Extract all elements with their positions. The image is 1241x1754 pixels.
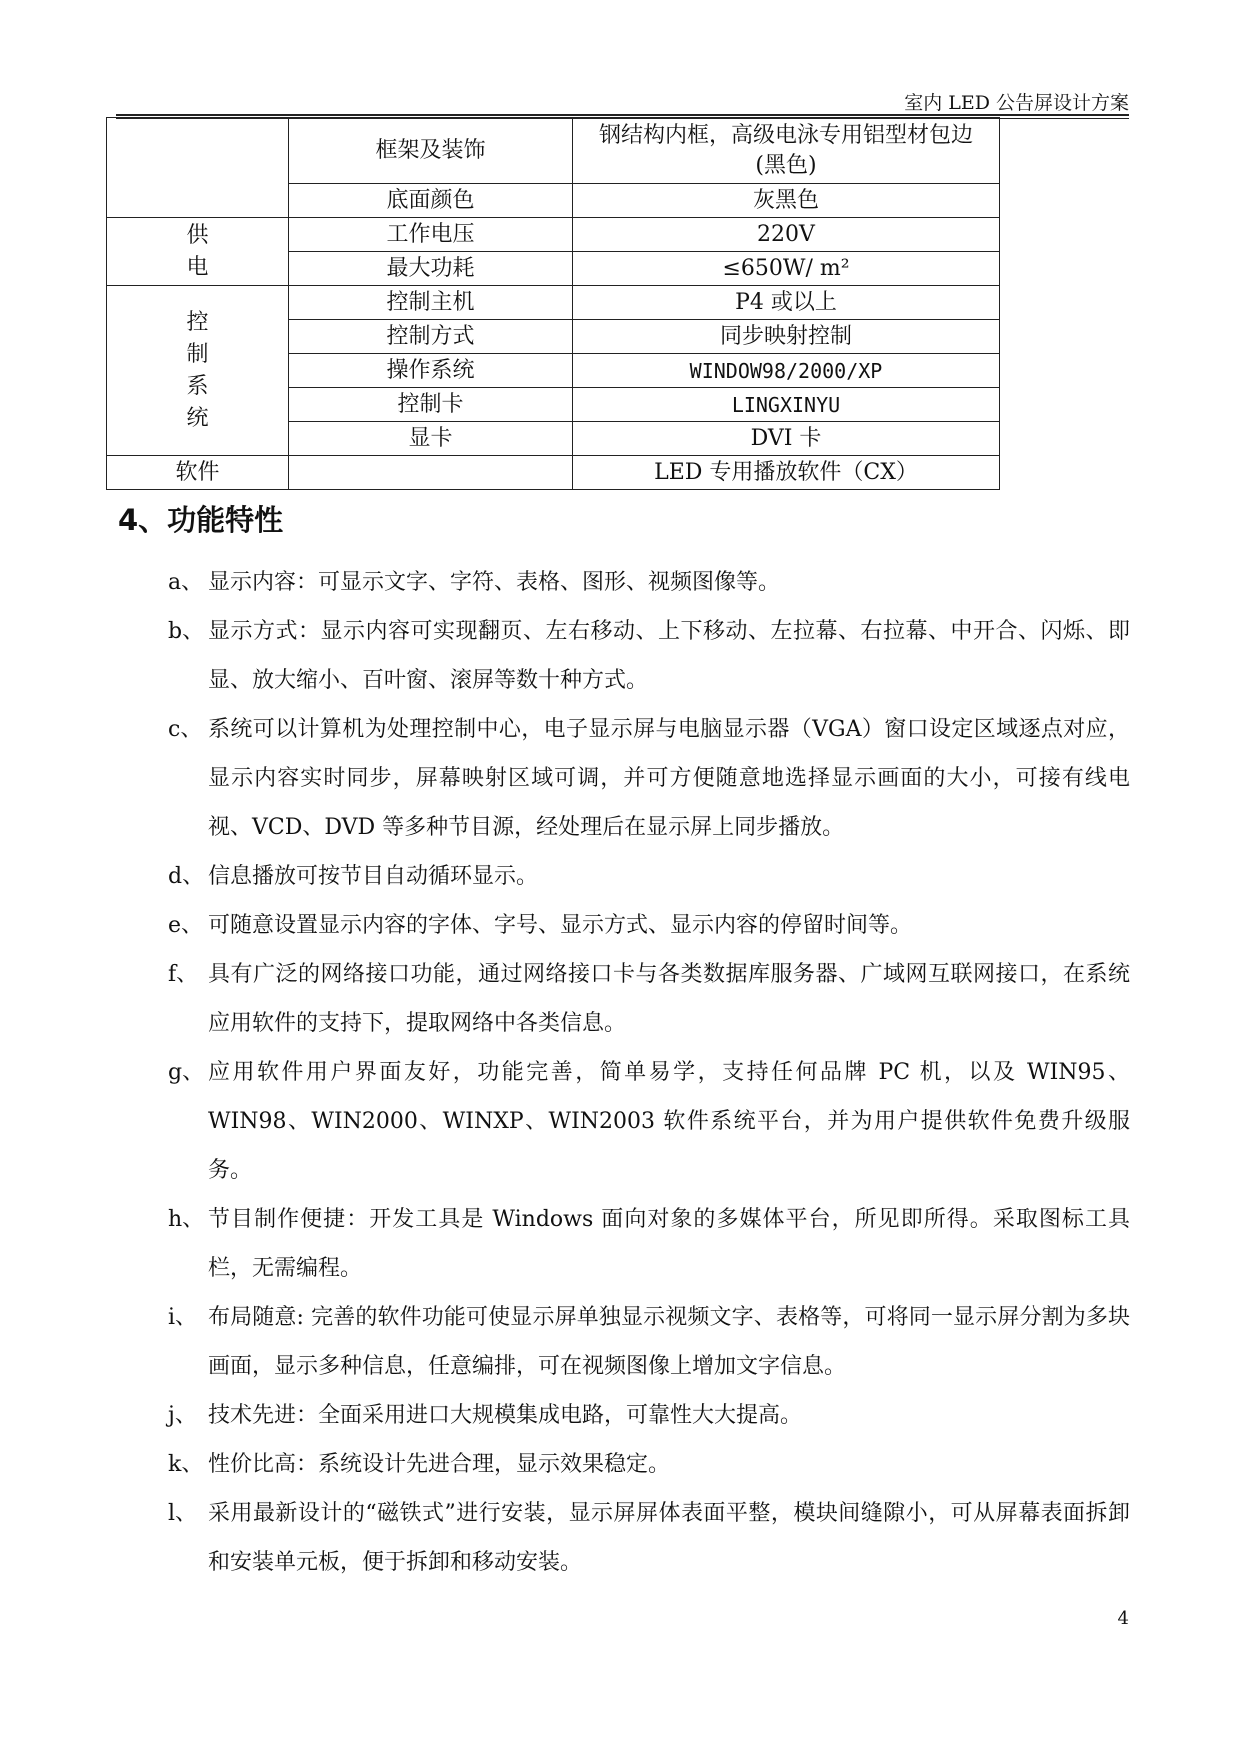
- item-text: 布局随意: 完善的软件功能可使显示屏单独显示视频文字、表格等，可将同一显示屏分割为多块画面，显示多种信息，任意编排，可在视频图像上增加文字信息。: [208, 1305, 1130, 1379]
- item-marker: i、: [168, 1305, 198, 1330]
- table-cell-value: LED 专用播放软件（CX）: [573, 456, 1000, 490]
- table-cell-item: 控制主机: [289, 286, 573, 320]
- item-marker: j、: [168, 1403, 197, 1428]
- table-cell-item: 工作电压: [289, 218, 573, 252]
- item-text: 节目制作便捷：开发工具是 Windows 面向对象的多媒体平台，所见即所得。采取图标工具栏，无需编程。: [208, 1207, 1130, 1281]
- table-cell-value: LINGXINYU: [573, 388, 1000, 422]
- item-text: 显示方式：显示内容可实现翻页、左右移动、上下移动、左拉幕、右拉幕、中开合、闪烁、即显、放大缩小、百叶窗、滚屏等数十种方式。: [208, 619, 1130, 693]
- list-item: [168, 1195, 1130, 1293]
- table-cell-item: 框架及装饰: [289, 118, 573, 184]
- item-text: 系统可以计算机为处理控制中心，电子显示屏与电脑显示器（VGA）窗口设定区域逐点对应，显示内容实时同步，屏幕映射区域可调，并可方便随意地选择显示画面的大小，可接有线电视、VCD、DVD 等多种节目源，经处理后在显示屏上同步播放。: [208, 717, 1130, 840]
- list-item: [168, 705, 1130, 852]
- category-software: 软件: [107, 456, 289, 490]
- table-row: [107, 118, 1000, 184]
- list-item: [168, 950, 1130, 1048]
- page-header-title: 室内 LED 公告屏设计方案: [904, 92, 1129, 114]
- list-item: [168, 1440, 1130, 1489]
- table-cell-value: ≤650W/ m²: [573, 252, 1000, 286]
- item-marker: h、: [168, 1207, 205, 1232]
- section-heading: 4、功能特性: [118, 503, 284, 537]
- item-marker: g、: [168, 1060, 205, 1085]
- category-label: 供电: [186, 222, 209, 280]
- item-text: 信息播放可按节目自动循环显示。: [208, 864, 539, 889]
- table-row: [107, 218, 1000, 252]
- category-power: [107, 218, 289, 286]
- table-cell-item: 控制卡: [289, 388, 573, 422]
- item-text: 技术先进：全面采用进口大规模集成电路，可靠性大大提高。: [208, 1403, 803, 1428]
- table-cell-value: 同步映射控制: [573, 320, 1000, 354]
- table-cell-item: 显卡: [289, 422, 573, 456]
- table-cell-item: 操作系统: [289, 354, 573, 388]
- category-control: [107, 286, 289, 456]
- header-rule: [116, 114, 1129, 116]
- table-cell-value: 钢结构内框，高级电泳专用铝型材包边(黑色): [573, 118, 1000, 184]
- item-text: 显示内容：可显示文字、字符、表格、图形、视频图像等。: [208, 570, 781, 595]
- item-text: 可随意设置显示内容的字体、字号、显示方式、显示内容的停留时间等。: [208, 913, 913, 938]
- table-cell-empty: [107, 118, 289, 218]
- list-item: [168, 1048, 1130, 1195]
- item-text: 应用软件用户界面友好，功能完善，简单易学，支持任何品牌 PC 机，以及 WIN95、WIN98、WIN2000、WINXP、WIN2003 软件系统平台，并为用户提供软件免费升级服务。: [208, 1060, 1130, 1183]
- table-cell-value: 灰黑色: [573, 184, 1000, 218]
- table-row: [107, 286, 1000, 320]
- item-marker: c、: [168, 717, 203, 742]
- table-cell-value: 220V: [573, 218, 1000, 252]
- list-item: [168, 558, 1130, 607]
- list-item: [168, 1293, 1130, 1391]
- table-cell-value: P4 或以上: [573, 286, 1000, 320]
- table-cell-item: 控制方式: [289, 320, 573, 354]
- table-cell-value: WINDOW98/2000/XP: [573, 354, 1000, 388]
- list-item: [168, 1489, 1130, 1587]
- item-marker: k、: [168, 1452, 204, 1477]
- table-cell-value: DVI 卡: [573, 422, 1000, 456]
- category-label: 控制系统: [186, 309, 209, 431]
- spec-table: [106, 117, 1000, 490]
- table-cell-item: 最大功耗: [289, 252, 573, 286]
- feature-list: [168, 558, 1130, 1587]
- item-marker: a、: [168, 570, 204, 595]
- list-item: [168, 852, 1130, 901]
- page-number: 4: [1117, 1608, 1129, 1629]
- list-item: [168, 607, 1130, 705]
- item-marker: d、: [168, 864, 205, 889]
- table-row: [107, 456, 1000, 490]
- list-item: [168, 901, 1130, 950]
- table-cell-item: 底面颜色: [289, 184, 573, 218]
- item-text: 具有广泛的网络接口功能，通过网络接口卡与各类数据库服务器、广域网互联网接口，在系统应用软件的支持下，提取网络中各类信息。: [208, 962, 1130, 1036]
- item-text: 采用最新设计的“磁铁式”进行安装，显示屏屏体表面平整，模块间缝隙小，可从屏幕表面拆卸和安装单元板，便于拆卸和移动安装。: [208, 1501, 1130, 1575]
- item-marker: b、: [168, 619, 205, 644]
- item-text: 性价比高：系统设计先进合理，显示效果稳定。: [208, 1452, 671, 1477]
- table-cell-item: [289, 456, 573, 490]
- item-marker: f、: [168, 962, 199, 987]
- list-item: [168, 1391, 1130, 1440]
- item-marker: l、: [168, 1501, 198, 1526]
- item-marker: e、: [168, 913, 204, 938]
